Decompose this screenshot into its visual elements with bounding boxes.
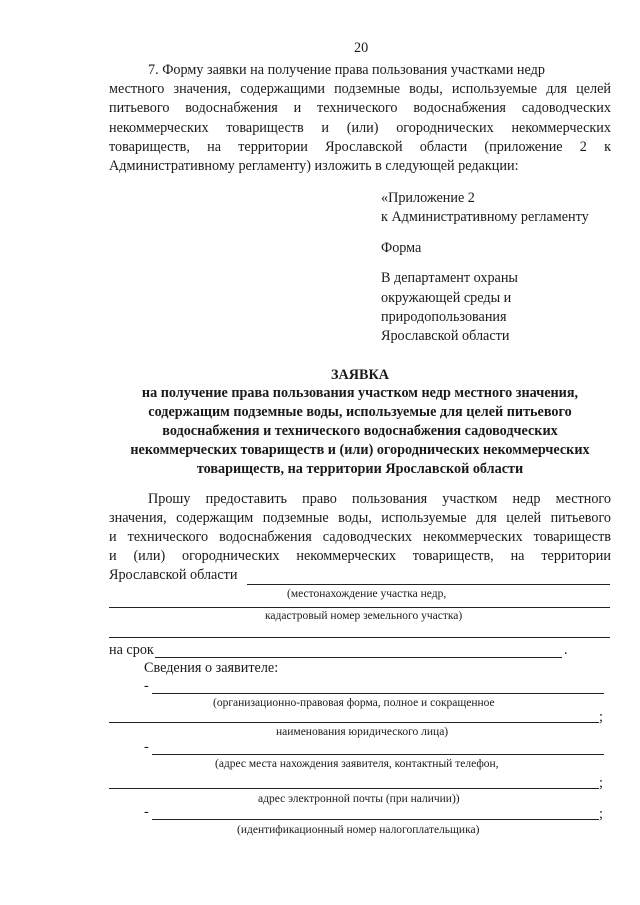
inn-fill-line[interactable] — [152, 819, 599, 820]
org-form-caption: (организационно-правовая форма, полное и сокращенное — [213, 697, 495, 709]
email-fill-line[interactable] — [109, 788, 599, 789]
addressee-line-4: Ярославской области — [381, 328, 510, 344]
request-line-1: Прошу предоставить право пользования участком недр местного — [148, 491, 611, 507]
subtitle-line-4: некоммерческих товариществ и (или) огороднических некоммерческих — [130, 442, 590, 458]
addressee-line-2: окружающей среды и — [381, 290, 512, 306]
subtitle-line-1: на получение права пользования участком недр местного значения, — [141, 385, 579, 401]
org-dash: - — [144, 678, 149, 694]
request-line-2: значения, содержащим подземные воды, используемые для целей питьевого — [109, 510, 611, 526]
cadastral-fill-line[interactable] — [109, 607, 610, 608]
location-fill-line[interactable] — [247, 584, 610, 585]
term-label: на срок — [109, 642, 154, 658]
subtitle-line-5: товариществ, на территории Ярославской области — [196, 461, 524, 477]
subtitle-line-3: водоснабжения и технического водоснабжения садоводческих — [162, 423, 558, 439]
subtitle-line-2: содержащим подземные воды, используемые для целей питьевого — [148, 404, 572, 420]
paragraph-7-line-6: Административному регламенту) изложить в следующей редакции: — [109, 158, 519, 174]
paragraph-7-line-4: некоммерческих товариществ и (или) огороднических некоммерческих — [109, 120, 611, 136]
paragraph-7-line-1: 7. Форму заявки на получение права пользования участками недр — [148, 62, 545, 78]
address-fill-line[interactable] — [152, 754, 604, 755]
addressee-line-1: В департамент охраны — [381, 270, 518, 286]
region-label: Ярославской области — [109, 567, 238, 583]
address-dash: - — [144, 739, 149, 755]
appendix-line-2: к Административному регламенту — [381, 209, 589, 225]
application-title: ЗАЯВКА — [331, 367, 389, 383]
legal-name-semicolon: ; — [599, 709, 603, 725]
legal-name-fill-line[interactable] — [109, 722, 599, 723]
cadastral-caption: кадастровый номер земельного участка) — [265, 610, 463, 622]
extra-fill-line[interactable] — [109, 637, 610, 638]
addressee-line-3: природопользования — [381, 309, 507, 325]
applicant-label: Сведения о заявителе: — [144, 660, 279, 676]
term-fill-line[interactable] — [155, 657, 562, 658]
email-caption: адрес электронной почты (при наличии)) — [258, 793, 460, 805]
address-caption: (адрес места нахождения заявителя, контактный телефон, — [215, 758, 499, 770]
appendix-line-1: «Приложение 2 — [381, 190, 475, 206]
legal-name-caption: наименования юридического лица) — [276, 726, 449, 738]
inn-dash: - — [144, 804, 149, 820]
term-period: . — [564, 642, 568, 658]
inn-caption: (идентификационный номер налогоплательщика) — [237, 824, 480, 836]
org-form-fill-line[interactable] — [152, 693, 604, 694]
form-label: Форма — [381, 240, 422, 256]
request-line-4: и (или) огороднических некоммерческих товариществ, на территории — [109, 548, 611, 564]
inn-semicolon: ; — [599, 806, 603, 822]
email-semicolon: ; — [599, 775, 603, 791]
page-number: 20 — [354, 40, 369, 56]
paragraph-7-line-2: местного значения, содержащими подземные воды, используемые для целей — [109, 81, 611, 97]
request-line-3: и технического водоснабжения садоводческих некоммерческих товариществ — [109, 529, 611, 545]
paragraph-7-line-5: товариществ, на территории Ярославской области (приложение 2 к — [109, 139, 611, 155]
paragraph-7-line-3: питьевого водоснабжения и технического водоснабжения садоводческих — [109, 100, 611, 116]
location-caption: (местонахождение участка недр, — [287, 588, 447, 600]
